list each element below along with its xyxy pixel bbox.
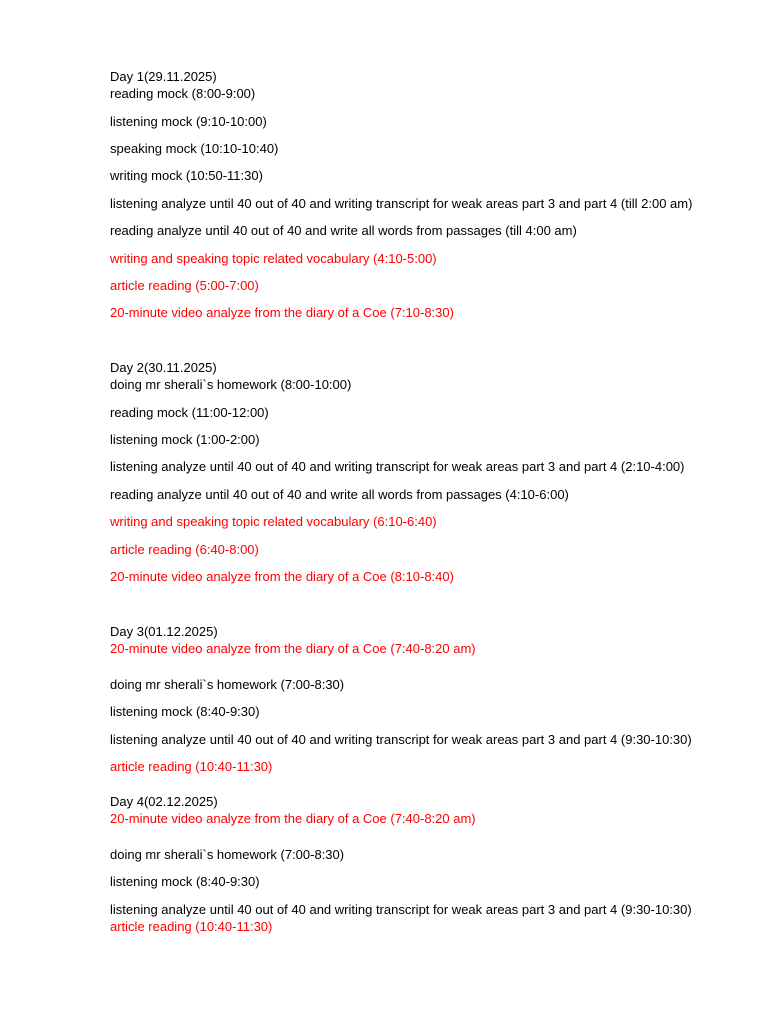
day-3-heading: Day 3(01.12.2025) bbox=[110, 624, 218, 639]
day-2-item-5: reading analyze until 40 out of 40 and write all words from passages (4:10-6:00) bbox=[110, 487, 569, 502]
day-2-item-3: listening mock (1:00-2:00) bbox=[110, 432, 260, 447]
day-4-item-4: listening analyze until 40 out of 40 and writing transcript for weak areas part 3 and part 4 (9:30-10:30) bbox=[110, 902, 692, 917]
day-3-item-5: article reading (10:40-11:30) bbox=[110, 759, 273, 774]
day-4-item-5: article reading (10:40-11:30) bbox=[110, 919, 273, 934]
day-4-item-2: doing mr sherali`s homework (7:00-8:30) bbox=[110, 847, 345, 862]
day-1-item-3: speaking mock (10:10-10:40) bbox=[110, 141, 279, 156]
day-1-item-6: reading analyze until 40 out of 40 and write all words from passages (till 4:00 am) bbox=[110, 223, 577, 238]
day-2-item-1: doing mr sherali`s homework (8:00-10:00) bbox=[110, 377, 352, 392]
day-1-item-7: writing and speaking topic related vocabulary (4:10-5:00) bbox=[110, 251, 437, 266]
day-1-item-5: listening analyze until 40 out of 40 and writing transcript for weak areas part 3 and part 4 (till 2:00 am) bbox=[110, 196, 693, 211]
day-3-item-3: listening mock (8:40-9:30) bbox=[110, 704, 260, 719]
day-1-item-8: article reading (5:00-7:00) bbox=[110, 278, 259, 293]
day-4-item-3: listening mock (8:40-9:30) bbox=[110, 874, 260, 889]
day-2-item-6: writing and speaking topic related vocabulary (6:10-6:40) bbox=[110, 514, 437, 529]
day-1-heading: Day 1(29.11.2025) bbox=[110, 69, 217, 84]
day-2-item-2: reading mock (11:00-12:00) bbox=[110, 405, 269, 420]
day-1-item-4: writing mock (10:50-11:30) bbox=[110, 168, 263, 183]
day-3-item-4: listening analyze until 40 out of 40 and writing transcript for weak areas part 3 and part 4 (9:30-10:30) bbox=[110, 732, 692, 747]
day-3-item-1: 20-minute video analyze from the diary of a Coe (7:40-8:20 am) bbox=[110, 641, 476, 656]
day-2-item-8: 20-minute video analyze from the diary of a Coe (8:10-8:40) bbox=[110, 569, 454, 584]
day-1-item-1: reading mock (8:00-9:00) bbox=[110, 86, 256, 101]
day-4-item-1: 20-minute video analyze from the diary of a Coe (7:40-8:20 am) bbox=[110, 811, 476, 826]
day-2-heading: Day 2(30.11.2025) bbox=[110, 360, 217, 375]
day-4-heading: Day 4(02.12.2025) bbox=[110, 794, 218, 809]
day-2-item-7: article reading (6:40-8:00) bbox=[110, 542, 259, 557]
day-1-item-9: 20-minute video analyze from the diary of a Coe (7:10-8:30) bbox=[110, 305, 454, 320]
day-1-item-2: listening mock (9:10-10:00) bbox=[110, 114, 267, 129]
day-3-item-2: doing mr sherali`s homework (7:00-8:30) bbox=[110, 677, 345, 692]
day-2-item-4: listening analyze until 40 out of 40 and writing transcript for weak areas part 3 and part 4 (2:10-4:00) bbox=[110, 459, 685, 474]
